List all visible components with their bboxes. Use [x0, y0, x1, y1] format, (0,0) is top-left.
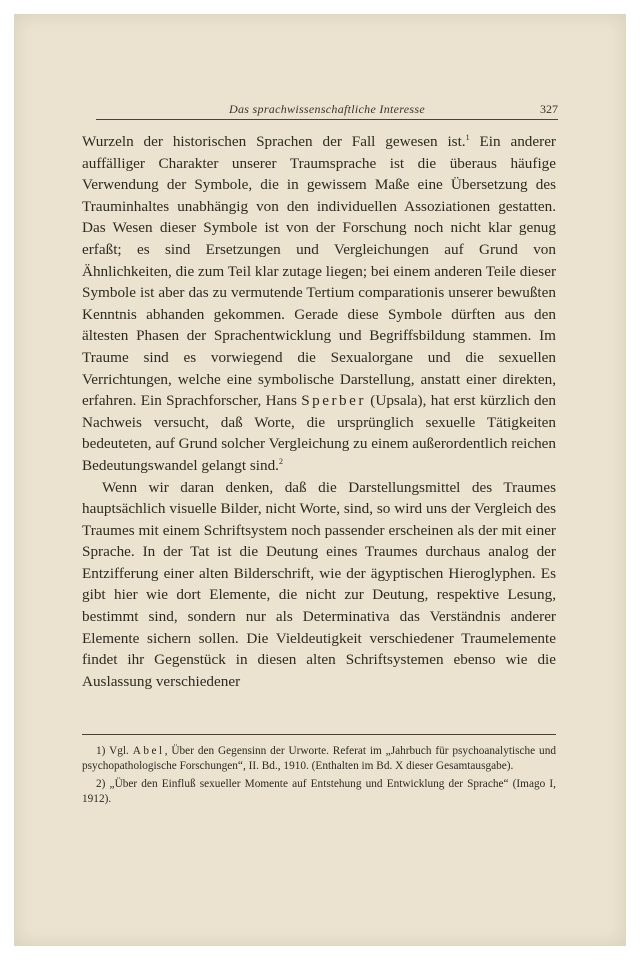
- running-header: [96, 102, 558, 120]
- footnote-1-text-a: Vgl.: [105, 745, 133, 757]
- book-page: [14, 14, 626, 946]
- footnote-reference-2: 2: [278, 456, 283, 466]
- paragraph-1: [82, 131, 556, 477]
- footnote-divider: [82, 734, 556, 735]
- footnote-1-text-b: , Über den Gegensinn der Urworte. Referat im „Jahrbuch für psychoanalytische und psychopathologische Forschungen“, II. Bd., 1910. (Enthalten im Bd. X dieser Gesamtausgabe).: [82, 745, 556, 772]
- footnote-1-marker: 1): [96, 745, 106, 757]
- running-title: Das sprachwissenschaftliche Interesse: [229, 102, 425, 116]
- paragraph-1-text-c: (Upsala), hat erst kürzlich den Nachweis versucht, daß Worte, die ursprünglich sexuelle Tätigkeiten bedeuteten, auf Grund solcher Vergleichung zu einem außerordentlich reichen Bedeutungswandel gelangt sind.: [82, 392, 556, 474]
- paragraph-1-text-b: Ein anderer auffälliger Charakter unserer Traumsprache ist die überaus häufige Verwendung der Symbole, die in gewissem Maße eine Übersetzung des Trauminhaltes unabhängig von den individuellen Assoziationen gestatten. Das Wesen dieser Symbole ist von der Forschung noch nicht klar genug erfaßt; es sind Ersetzungen und Vergleichungen auf Grund von Ähnlichkeiten, die zum Teil klar zutage liegen; bei einem anderen Teile dieser Symbole ist aber das zu vermutende Tertium comparationis unserer bewußten Kenntnis abhanden gekommen. Gerade diese Symbole dürften aus den ältesten Phasen der Sprachentwicklung und Begriffsbildung stammen. Im Traume sind es vorwiegend die Sexualorgane und die sexuellen Verrichtungen, welche eine symbolische Darstellung, anstatt einer direkten, erfahren. Ein Sprachforscher, Hans: [82, 133, 556, 410]
- page-number: 327: [540, 102, 558, 116]
- body-text: [82, 131, 556, 692]
- paragraph-2: Wenn wir daran denken, daß die Darstellungsmittel des Traumes hauptsächlich visuelle Bilder, nicht Worte, sind, so wird uns der Vergleich des Traumes mit einem Schriftsystem noch passender erscheinen als der mit einer Sprache. In der Tat ist die Deutung eines Traumes durchaus analog der Entzifferung einer alten Bilderschrift, wie der ägyptischen Hieroglyphen. Es gibt hier wie dort Elemente, die nicht zur Deutung, respektive Lesung, bestimmt sind, sondern nur als Determinativa das Verständnis anderer Elemente sichern sollen. Die Vieldeutigkeit verschiedener Traumelemente findet ihr Gegenstück in diesen alten Schriftsystemen ebenso wie die Auslassung verschiedener: [82, 478, 556, 690]
- footnote-2: [82, 777, 556, 807]
- footnote-2-marker: 2): [96, 778, 106, 790]
- footnote-2-text: „Über den Einfluß sexueller Momente auf Entstehung und Entwicklung der Sprache“ (Imago I, 1912).: [82, 778, 556, 805]
- footnote-1: [82, 744, 556, 774]
- footnote-reference-1: 1: [465, 132, 470, 142]
- author-name-sperber: Sperber: [301, 392, 366, 410]
- footnotes: [82, 744, 556, 810]
- paragraph-1-text-a: Wurzeln der historischen Sprachen der Fall gewesen ist.: [82, 133, 466, 150]
- footnote-1-author: Abel: [132, 745, 165, 757]
